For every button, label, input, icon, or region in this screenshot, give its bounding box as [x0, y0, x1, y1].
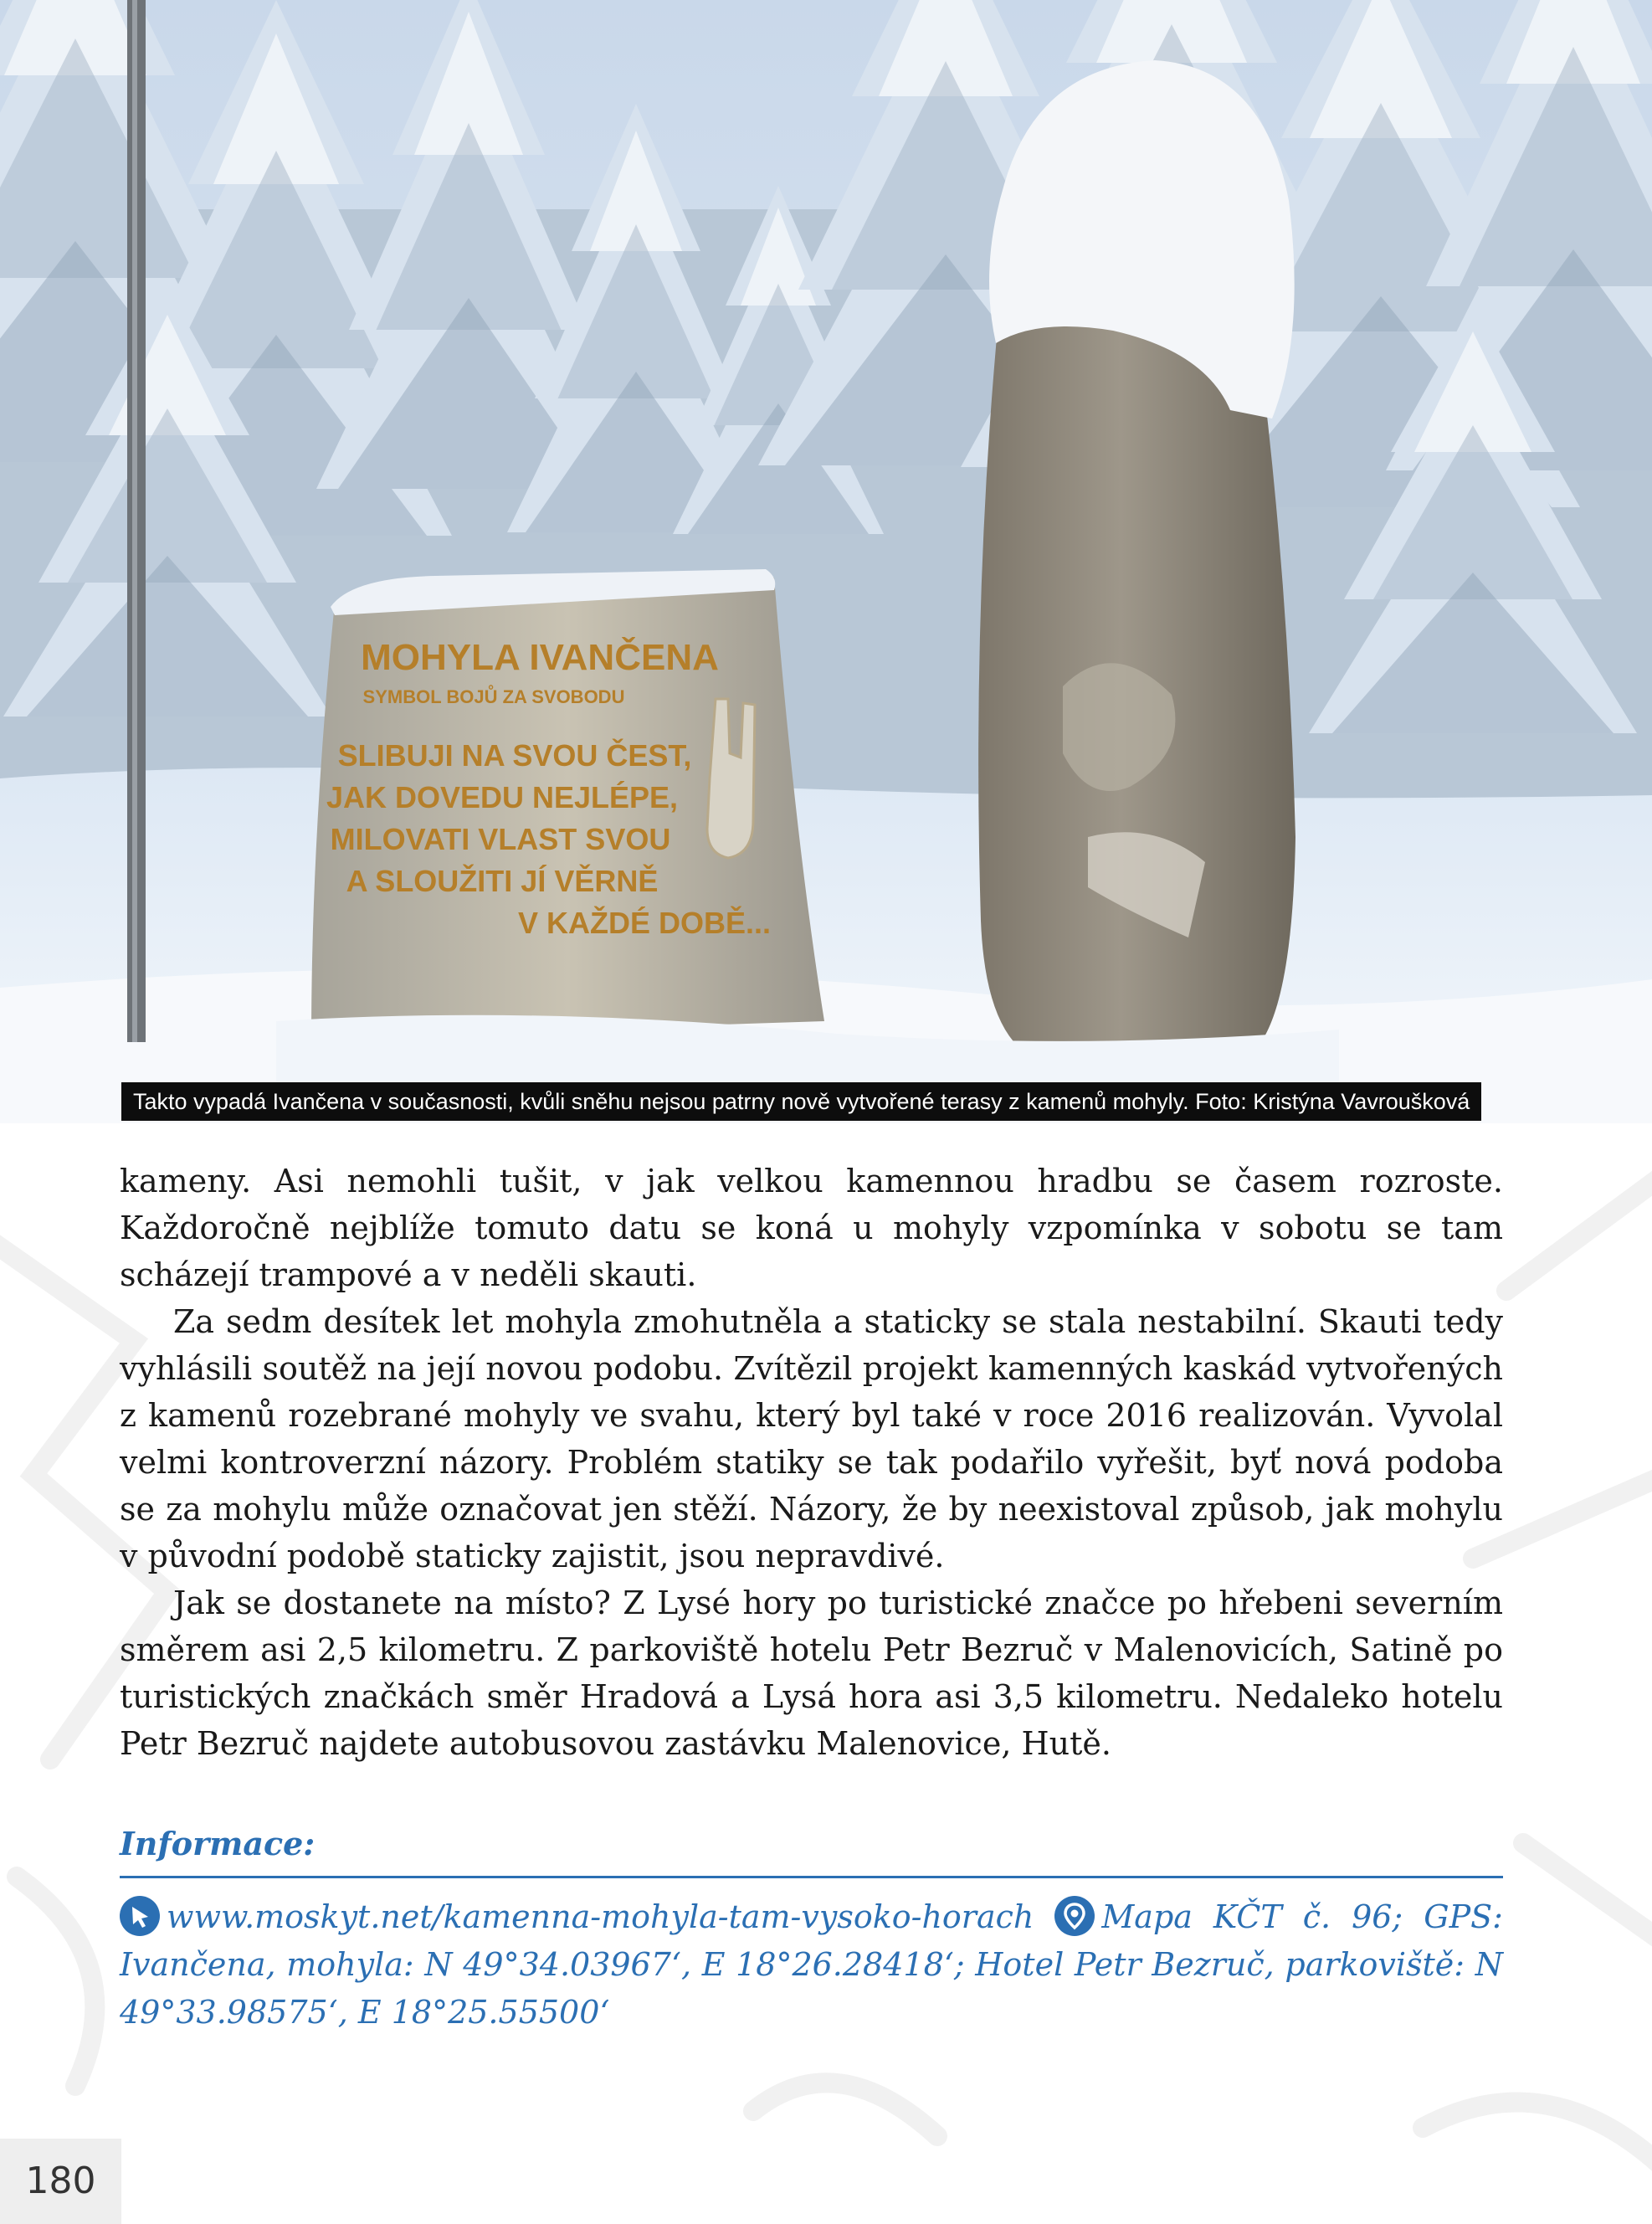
article-paragraph-3: Jak se dostanete na místo? Z Lysé hory po turistické značce po hřebeni severním směrem asi 2,5 kilometru. Z parkoviště hotelu Petr Bezruč v Malenovicích, Satině po turistických značkách směr Hradová a Lysá hora asi 3,5 kilometru. Nedaleko hotelu Petr Bezruč najdete autobusovou zastávku Malenovice, Hutě. [120, 1585, 1503, 1762]
plaque-title: MOHYLA IVANČENA [361, 637, 719, 678]
plaque-subtitle: SYMBOL BOJŮ ZA SVOBODU [362, 686, 625, 707]
photo-caption: Takto vypadá Ivančena v současnosti, kvůli sněhu nejsou patrny nově vytvořené terasy z kamenů mohyly. Foto: Kristýna Vavroušková [121, 1082, 1481, 1121]
article-paragraph-2: Za sedm desítek let mohyla zmohutněla a staticky se stala nestabilní. Skauti tedy vyhlásili soutěž na její novou podobu. Zvítězil projekt kamenných kaskád vytvořených z kamenů rozebrané mohyly ve svahu, který byl také v roce 2016 realizován. Vyvolal velmi kontroverzní názory. Problém statiky se tak podařilo vyřešit, byť nová podoba se za mohylu může označovat jen stěží. Názory, že by neexistoval způsob, jak mohylu v původní podobě staticky zajistit, jsou nepravdivé. [120, 1303, 1503, 1574]
info-heading: Informace: [120, 1825, 316, 1862]
info-divider [120, 1876, 1503, 1878]
article-body [120, 1158, 1503, 1767]
plaque-line-4: A SLOUŽITI JÍ VĚRNĚ [346, 864, 659, 898]
map-gps-info: Mapa KČT č. 96; GPS: Ivančena, mohyla: N 49°34.03967‘, E 18°26.28418‘; Hotel Petr Bezruč, parkoviště: N 49°33.98575‘, E 18°25.55500‘ [120, 1898, 1503, 2031]
map-pin-icon [1054, 1896, 1095, 1936]
plaque-line-1: SLIBUJI NA SVOU ČEST, [337, 738, 692, 773]
plaque-line-5: V KAŽDÉ DOBĚ... [517, 906, 772, 940]
article-paragraph-1: kameny. Asi nemohli tušit, v jak velkou kamennou hradbu se časem rozroste. Každoročně nejblíže tomuto datu se koná u mohyly vzpomínka v sobotu se tam scházejí trampové a v neděli skauti. [120, 1163, 1503, 1293]
plaque-line-2: JAK DOVEDU NEJLÉPE, [326, 780, 679, 814]
page-number: 180 [0, 2139, 121, 2224]
cursor-click-icon [120, 1896, 160, 1936]
info-section [120, 1893, 1503, 2037]
website-link[interactable]: www.moskyt.net/kamenna-mohyla-tam-vysoko-horach [167, 1898, 1034, 1935]
plaque-line-3: MILOVATI VLAST SVOU [330, 822, 671, 856]
